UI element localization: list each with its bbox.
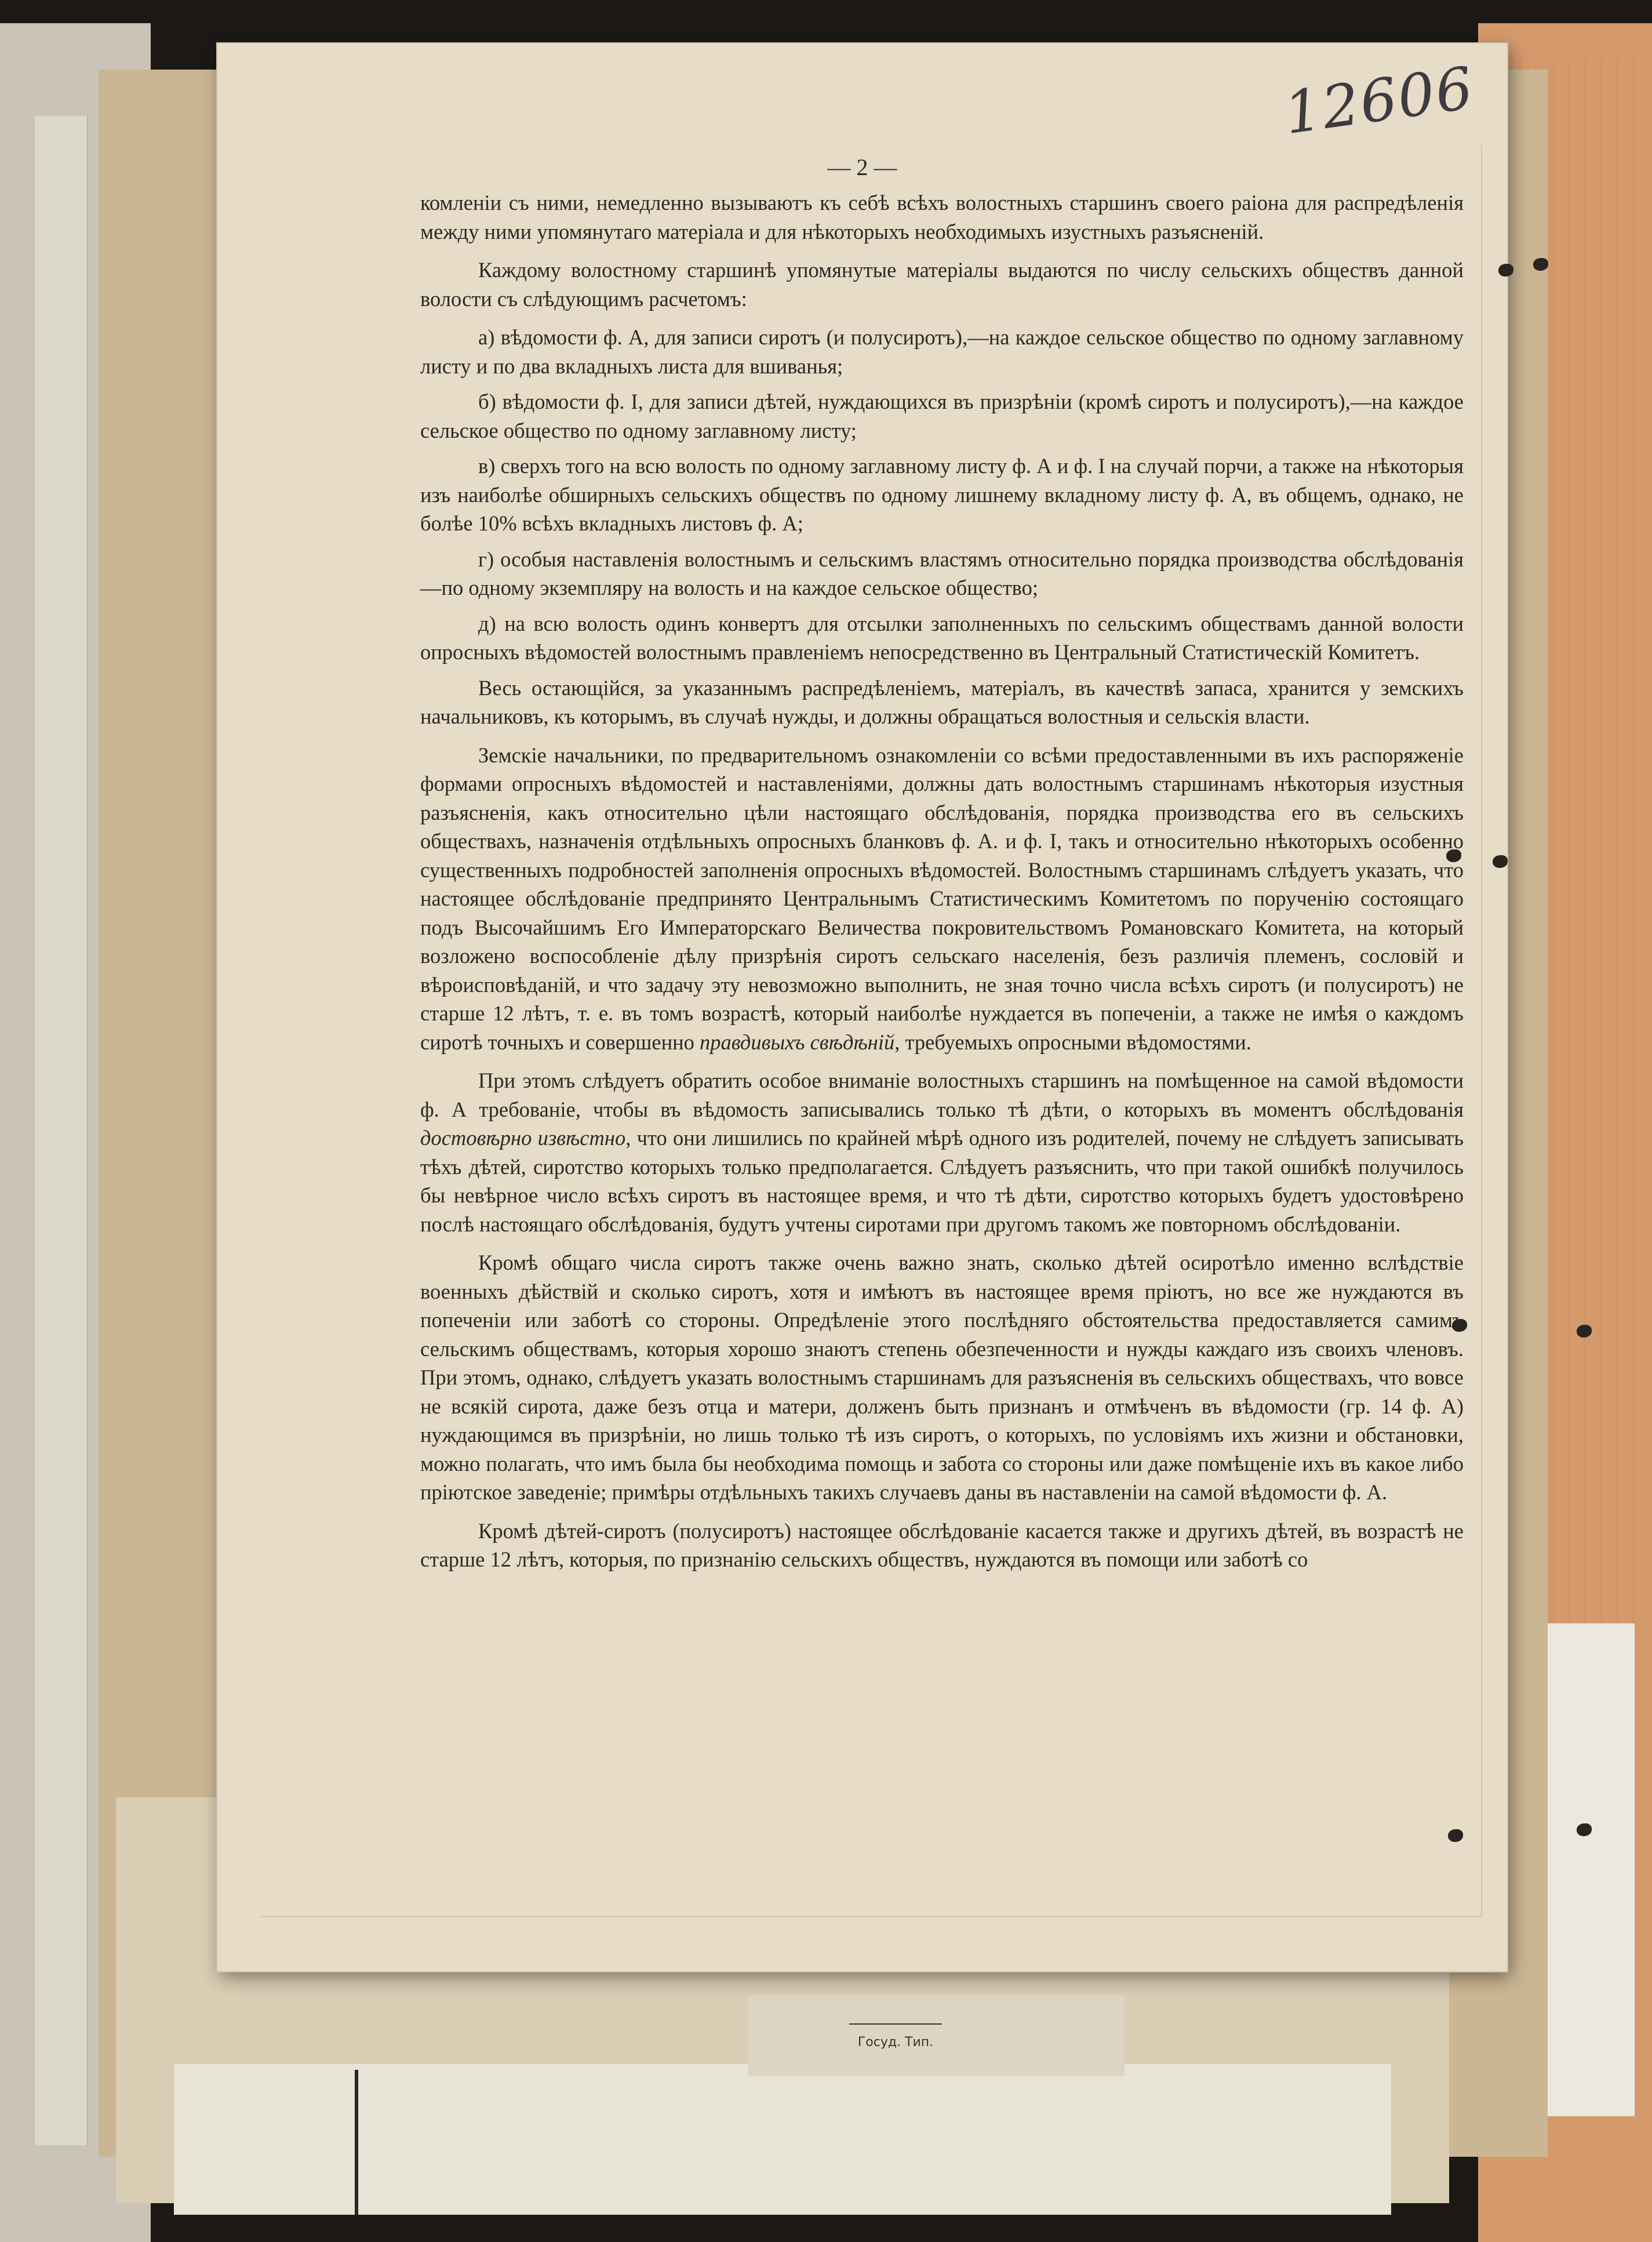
document-page [217,43,1507,1971]
form-sheet-rule [355,2070,358,2215]
emphasis-text: правдивыхъ свѣдѣнiй [700,1030,895,1054]
printer-rule [849,2023,942,2025]
paragraph-text: , что они лишились по крайней мѣрѣ одного изъ родителей, почему не слѣдуетъ записывать тѣхъ дѣтей, сиротство которыхъ только предполагается. Слѣдуетъ разъяснить, что при такой ошибкѣ получилось бы невѣрное число всѣхъ сиротъ въ настоящее время, и что тѣ дѣти, сиротство которыхъ будетъ удостовѣрено послѣ настоящаго обслѣдованiя, будутъ учтены сиротами при другомъ такомъ же повторномъ обслѣдованiи. [420,1126,1464,1236]
archive-handwritten-number: 12606 [1280,53,1478,148]
paragraph-text: Земскiе начальники, по предварительномъ ознакомленiи со всѣми предоставленными въ ихъ распоряженiе формами опросныхъ вѣдомостей и наставленiями, должны дать волостнымъ старшинамъ нѣкоторыя изустныя разъясненiя, какъ относительно цѣли настоящаго обслѣдованiя, порядка производства его въ сельскихъ обществахъ, назначенiя отдѣльныхъ опросныхъ бланковъ ф. А. и ф. I, такъ и относительно нѣкоторыхъ особенно существенныхъ подробностей заполненiя опросныхъ вѣдомостей. Волостнымъ старшинамъ слѣдуетъ указать, что настоящее обслѣдованiе предпринято Центральнымъ Статистическимъ Комитетомъ по порученiю состоящаго подъ Высочайшимъ Его Императорскаго Величества покровительствомъ Романовскаго Комитета, на который возложено воспособленiе дѣлу призрѣнiя сиротъ сельскаго населенiя, безъ различiя племенъ, сословiй и вѣроисповѣданiй, и что задачу эту невозможно выполнить, не зная точно числа всѣхъ сиротъ (и полусиротъ) не старше 12 лѣтъ, т. е. въ томъ возрастѣ, который наиболѣе нуждается въ попеченiи, а также не имѣя о каждомъ сиротѣ точныхъ и совершенно [420,743,1464,1054]
paragraph: Кромѣ дѣтей-сиротъ (полусиротъ) настоящее обслѣдованiе касается также и другихъ дѣтей, въ возрастѣ не старше 12 лѣтъ, которыя, по признанiю сельскихъ обществъ, нуждаются въ помощи или заботѣ со [420,1518,1464,1571]
list-item: в) сверхъ того на всю волость по одному заглавному листу ф. А и ф. I на случай порчи, а также на нѣкоторыя изъ наиболѣе обширныхъ сельскихъ обществъ по одному лишнему вкладному листу ф. А, въ общемъ, однако, не болѣе 10% всѣхъ вкладныхъ листовъ ф. А; [420,454,1464,535]
list-item: а) вѣдомости ф. А, для записи сиротъ (и полусиротъ),—на каждое сельское общество по одному заглавному листу и по два вкладныхъ листа для вшиванья; [420,325,1464,378]
binding-hole [1498,264,1513,277]
paragraph: Кромѣ общаго числа сиротъ также очень важно знать, сколько дѣтей осиротѣло именно вслѣдствiе военныхъ дѣйствiй и сколько сиротъ, хотя и имѣютъ въ настоящее время прiютъ, но все же нуждаются въ попеченiи или заботѣ со стороны. Опредѣленiе этого послѣдняго обстоятельства предоставляется самимъ сельскимъ обществамъ, которыя хорошо знаютъ степень обезпеченности и нужды каждаго изъ своихъ членовъ. При этомъ, однако, слѣдуетъ указать волостнымъ старшинамъ для разъясненiя въ сельскихъ обществахъ, что вовсе не всякiй сирота, даже безъ отца и матери, долженъ быть признанъ и отмѣченъ въ вѣдомости (гр. 14 ф. А) нуждающимся въ призрѣнiи, но лишь только тѣ изъ сиротъ, о которыхъ, по условiямъ ихъ жизни и обстановки, можно полагать, что имъ была бы необходима помощь и забота со стороны или даже помѣщенiе ихъ въ какое либо прiютское заведенiе; примѣры отдѣльныхъ такихъ случаевъ даны въ наставленiи на самой вѣдомости ф. А. [420,1251,1464,1504]
paragraph-text: При этомъ слѣдуетъ обратить особое вниманiе волостныхъ старшинъ на помѣщенное на самой вѣдомости ф. А требованiе, чтобы въ вѣдомость записывались только тѣ дѣти, о которыхъ въ моментъ обслѣдованiя [420,1069,1464,1121]
list-item: д) на всю волость одинъ конвертъ для отсылки заполненныхъ по сельскимъ обществамъ данной волости опросныхъ вѣдомостей волостнымъ правленiемъ непосредственно въ Центральный Статистическiй Комитетъ. [420,611,1464,664]
background-paper-strip [35,116,88,2145]
binding-hole [1577,1325,1592,1338]
printer-mark: Госуд. Тип. [857,2035,934,2050]
paragraph [420,741,1464,1057]
paragraph [420,1066,1464,1238]
document-body [420,188,1464,1584]
binding-hole [1533,258,1548,271]
paragraph: Весь остающiйся, за указаннымъ распредѣленiемъ, матерiалъ, въ качествѣ запаса, хранится у земскихъ начальниковъ, къ которымъ, въ случаѣ нужды, и должны обращаться волостныя и сельскiя власти. [420,675,1464,728]
binding-hole [1493,855,1508,868]
emphasis-text: достовѣрно извѣстно [420,1126,626,1150]
binding-hole [1577,1823,1592,1836]
binding-hole [1448,1829,1463,1842]
page-number: — 2 — [827,154,897,180]
list-item: б) вѣдомости ф. I, для записи дѣтей, нуждающихся въ призрѣнiи (кромѣ сиротъ и полусиротъ),—на каждое сельское общество по одному заглавному листу; [420,390,1464,442]
paragraph-text: , требуемыхъ опросными вѣдомостями. [894,1030,1251,1054]
list-item: г) особыя наставленiя волостнымъ и сельскимъ властямъ относительно порядка производства обслѣдованiя—по одному экземпляру на волость и на каждое сельское общество; [420,547,1464,599]
paragraph: Каждому волостному старшинѣ упомянутые матерiалы выдаются по числу сельскихъ обществъ данной волости съ слѣдующимъ расчетомъ: [420,258,1464,311]
paragraph: комленiи съ ними, немедленно вызываютъ къ себѣ всѣхъ волостныхъ старшинъ своего раiона для распредѣленiя между ними упомянутаго матерiала и для нѣкоторыхъ необходимыхъ изустныхъ разъясненiй. [420,191,1464,244]
